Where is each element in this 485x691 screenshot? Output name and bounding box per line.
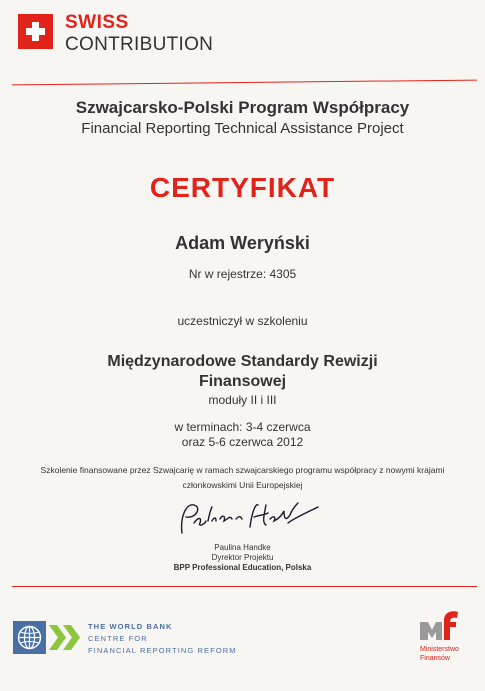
- course-modules: moduły II i III: [208, 393, 277, 407]
- world-bank-arrows-icon: [49, 621, 83, 654]
- world-bank-line2: CENTRE FOR: [88, 634, 148, 643]
- program-title: Szwajcarsko-Polski Program Współpracy: [75, 98, 410, 117]
- signatory-title: Dyrektor Projektu: [211, 553, 274, 562]
- course-title-line1: Międzynarodowe Standardy Rewizji: [107, 353, 378, 370]
- funding-note-line1: Szkolenie finansowane przez Szwajcarię w ramach szwajcarskiego programu współpracy z nowymi krajami: [40, 465, 445, 475]
- program-subtitle: Financial Reporting Technical Assistance Project: [81, 120, 404, 137]
- logo-text-contribution: CONTRIBUTION: [65, 34, 214, 55]
- bottom-divider: [12, 586, 477, 587]
- recipient-name: Adam Weryński: [175, 233, 310, 253]
- funding-note-line2: członkowskimi Unii Europejskiej: [182, 480, 303, 490]
- ministry-line2: Finansów: [420, 655, 450, 662]
- world-bank-line1: THE WORLD BANK: [88, 622, 173, 631]
- ministry-of-finance-logo-icon: [418, 610, 460, 642]
- world-bank-line3: FINANCIAL REPORTING REFORM: [88, 646, 237, 655]
- signatory-name: Paulina Handke: [214, 543, 271, 552]
- top-divider: [12, 80, 477, 86]
- certificate-heading: CERTYFIKAT: [149, 172, 336, 203]
- course-dates-line2: oraz 5-6 czerwca 2012: [181, 435, 304, 449]
- world-bank-globe-icon: [13, 621, 46, 654]
- ministry-line1: Ministerstwo: [420, 646, 459, 653]
- logo-text-swiss: SWISS: [65, 12, 129, 33]
- signatory-organization: BPP Professional Education, Polska: [173, 563, 312, 572]
- handwritten-signature: [172, 497, 322, 537]
- participation-text: uczestniczył w szkoleniu: [177, 314, 308, 328]
- swiss-cross-icon: [18, 14, 53, 49]
- course-title-line2: Finansowej: [198, 373, 287, 390]
- course-dates-line1: w terminach: 3-4 czerwca: [174, 420, 311, 434]
- registry-number: Nr w rejestrze: 4305: [188, 267, 297, 281]
